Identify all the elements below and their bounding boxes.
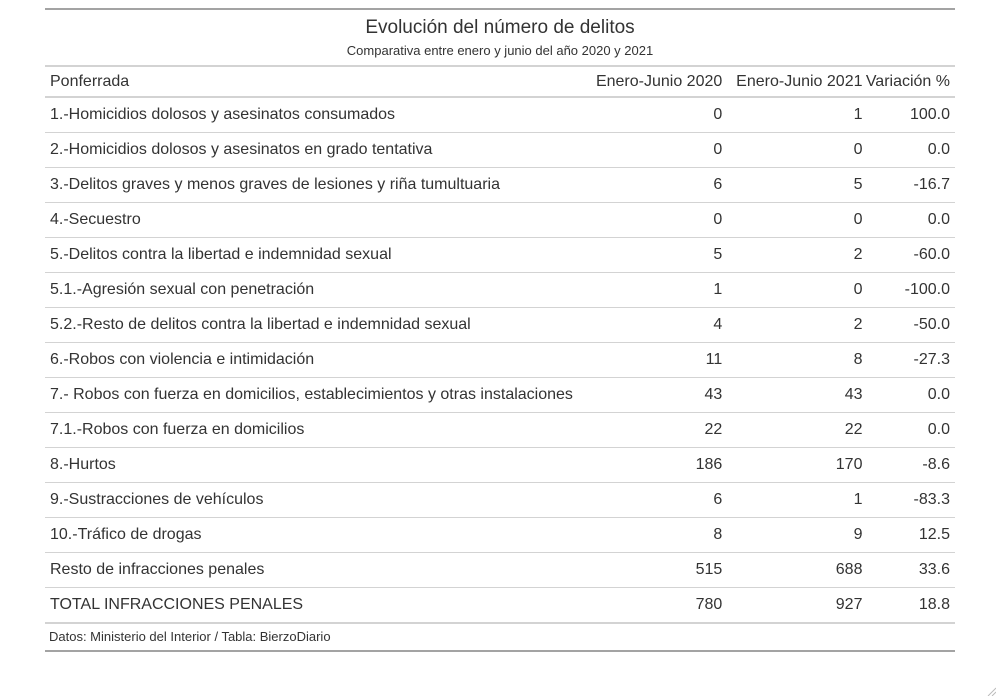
row-variation: -16.7	[913, 176, 950, 193]
row-label: 5.-Delitos contra la libertad e indemnidad sexual	[50, 246, 392, 263]
row-variation: 0.0	[927, 421, 950, 438]
row-value-2021: 1	[853, 491, 863, 508]
table-row	[45, 483, 955, 518]
row-value-2021: 927	[835, 596, 863, 613]
table-row	[45, 588, 955, 624]
row-label: 4.-Secuestro	[50, 211, 141, 228]
row-label: Resto de infracciones penales	[50, 561, 265, 578]
row-value-2020: 6	[713, 176, 723, 193]
table-row	[45, 168, 955, 203]
row-variation: 18.8	[918, 596, 950, 613]
row-variation: -83.3	[913, 491, 950, 508]
row-value-2020: 0	[713, 211, 723, 228]
row-label: 2.-Homicidios dolosos y asesinatos en grado tentativa	[50, 141, 433, 158]
row-variation: 33.6	[918, 561, 950, 578]
table-row	[45, 308, 955, 343]
row-value-2021: 170	[835, 456, 863, 473]
row-value-2020: 0	[713, 106, 723, 123]
row-label: TOTAL INFRACCIONES PENALES	[50, 596, 304, 613]
table-top-rule	[45, 8, 955, 10]
row-label: 6.-Robos con violencia e intimidación	[50, 351, 315, 368]
header-variation: Variación %	[865, 72, 950, 90]
row-label: 7.- Robos con fuerza en domicilios, establecimientos y otras instalaciones	[50, 386, 573, 403]
row-variation: 100.0	[909, 106, 950, 123]
row-variation: 0.0	[927, 211, 950, 228]
table-header	[45, 65, 955, 98]
row-value-2020: 186	[695, 456, 723, 473]
row-value-2021: 2	[853, 316, 863, 333]
row-variation: 0.0	[927, 141, 950, 158]
table-row	[45, 133, 955, 168]
table-body	[45, 98, 955, 624]
row-variation: -100.0	[904, 281, 950, 298]
row-label: 10.-Tráfico de drogas	[50, 526, 202, 543]
row-label: 7.1.-Robos con fuerza en domicilios	[50, 421, 305, 438]
row-label: 9.-Sustracciones de vehículos	[50, 491, 264, 508]
row-label: 8.-Hurtos	[50, 456, 116, 473]
table-row	[45, 343, 955, 378]
row-value-2021: 688	[835, 561, 863, 578]
row-value-2021: 22	[844, 421, 863, 438]
row-label: 3.-Delitos graves y menos graves de lesiones y riña tumultuaria	[50, 176, 500, 193]
row-value-2021: 9	[853, 526, 863, 543]
row-label: 1.-Homicidios dolosos y asesinatos consumados	[50, 106, 396, 123]
row-value-2020: 22	[704, 421, 723, 438]
header-2021: Enero-Junio 2021	[736, 72, 863, 90]
row-variation: -27.3	[913, 351, 950, 368]
row-variation: -8.6	[922, 456, 950, 473]
table-title: Evolución del número de delitos	[365, 17, 635, 38]
row-label: 5.2.-Resto de delitos contra la libertad e indemnidad sexual	[50, 316, 471, 333]
row-value-2021: 0	[853, 281, 863, 298]
resize-grip-icon	[986, 686, 996, 696]
row-variation: 0.0	[927, 386, 950, 403]
row-value-2021: 1	[853, 106, 863, 123]
crime-table	[45, 8, 955, 652]
table-subtitle: Comparativa entre enero y junio del año 2020 y 2021	[346, 43, 654, 58]
row-value-2020: 5	[713, 246, 723, 263]
table-row	[45, 413, 955, 448]
row-value-2021: 0	[853, 141, 863, 158]
table-row	[45, 98, 955, 133]
table-row	[45, 448, 955, 483]
table-row	[45, 203, 955, 238]
row-value-2020: 4	[713, 316, 723, 333]
header-2020: Enero-Junio 2020	[595, 72, 723, 90]
row-value-2020: 6	[713, 491, 723, 508]
row-value-2020: 0	[713, 141, 723, 158]
table-row	[45, 553, 955, 588]
row-value-2021: 0	[853, 211, 863, 228]
table-row	[45, 238, 955, 273]
table-row	[45, 378, 955, 413]
row-value-2021: 5	[853, 176, 863, 193]
row-variation: -60.0	[913, 246, 950, 263]
row-value-2020: 43	[704, 386, 723, 403]
table-row	[45, 518, 955, 553]
row-variation: 12.5	[918, 526, 950, 543]
row-variation: -50.0	[913, 316, 950, 333]
table-source: Datos: Ministerio del Interior / Tabla: BierzoDiario	[45, 624, 955, 652]
row-value-2020: 780	[695, 596, 723, 613]
row-value-2020: 515	[695, 561, 723, 578]
row-value-2021: 8	[853, 351, 863, 368]
row-value-2020: 11	[705, 351, 723, 368]
row-label: 5.1.-Agresión sexual con penetración	[50, 281, 315, 298]
header-ponferrada: Ponferrada	[50, 72, 130, 90]
row-value-2021: 43	[844, 386, 863, 403]
table-row	[45, 273, 955, 308]
row-value-2021: 2	[853, 246, 863, 263]
row-value-2020: 1	[713, 281, 723, 298]
row-value-2020: 8	[713, 526, 723, 543]
